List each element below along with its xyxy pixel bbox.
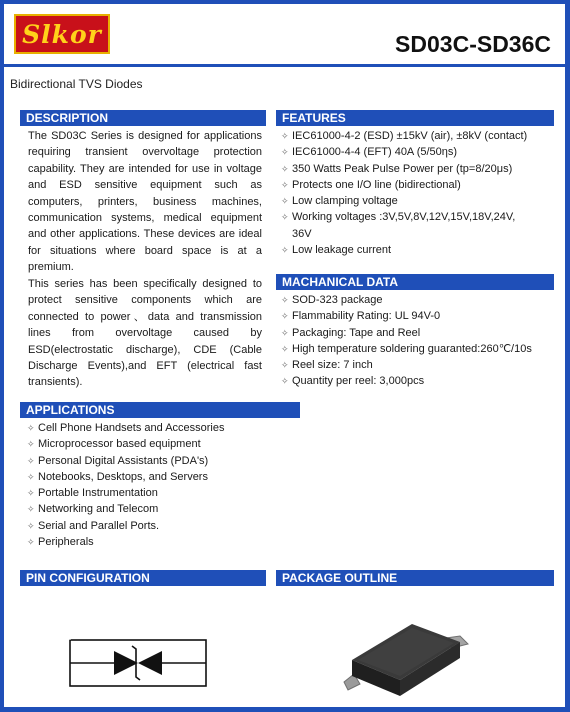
- bullet-icon: ✧: [27, 488, 35, 499]
- bullet-icon: ✧: [281, 147, 289, 158]
- list-item: ✧ Working voltages :3V,5V,8V,12V,15V,18V,24V,: [281, 209, 527, 225]
- bullet-icon: ✧: [27, 537, 35, 548]
- brand-logo: [14, 14, 110, 54]
- list-item: ✧ Cell Phone Handsets and Accessories: [27, 420, 225, 436]
- mechanical-data-heading: MACHANICAL DATA: [276, 274, 554, 290]
- brand-logo-text: Slkor: [22, 19, 102, 49]
- description-paragraph-1: The SD03C Series is designed for applications requiring transient overvoltage protection capability. They are intended for use in voltage and ESD sensitive equipment such as computers, printers, business machines, communication systems, medical equipment and other applications. These devices are ideal for situations where board space is at a premium.: [28, 130, 262, 274]
- list-item: ✧ Networking and Telecom: [27, 501, 225, 517]
- list-item: ✧ Serial and Parallel Ports.: [27, 518, 225, 534]
- list-item: ✧ IEC61000-4-2 (ESD) ±15kV (air), ±8kV (contact): [281, 128, 527, 144]
- applications-heading: APPLICATIONS: [20, 402, 300, 418]
- applications-list: [27, 420, 225, 550]
- list-item: ✧ Reel size: 7 inch: [281, 357, 532, 373]
- list-item: ✧ Flammability Rating: UL 94V-0: [281, 308, 532, 324]
- datasheet-page: [4, 4, 565, 707]
- list-item: ✧ Low leakage current: [281, 242, 527, 258]
- bullet-icon: ✧: [27, 439, 35, 450]
- list-item: ✧ SOD-323 package: [281, 292, 532, 308]
- bullet-icon: ✧: [281, 295, 289, 305]
- bullet-icon: ✧: [27, 504, 35, 515]
- bullet-icon: ✧: [27, 471, 35, 482]
- mechanical-data-list: [281, 292, 532, 390]
- bidirectional-tvs-diode-schematic-icon: [68, 632, 208, 694]
- description-heading: DESCRIPTION: [20, 110, 266, 126]
- package-outline-heading: PACKAGE OUTLINE: [276, 570, 554, 586]
- bullet-icon: ✧: [281, 131, 289, 141]
- list-item: ✧ Peripherals: [27, 534, 225, 550]
- list-item: ✧ Personal Digital Assistants (PDA's): [27, 453, 225, 469]
- list-item: ✧ Notebooks, Desktops, and Servers: [27, 469, 225, 485]
- bullet-icon: ✧: [27, 423, 35, 433]
- features-heading: FEATURES: [276, 110, 554, 126]
- header-divider: [4, 64, 565, 67]
- bullet-icon: ✧: [281, 360, 289, 371]
- header: [4, 4, 565, 68]
- bullet-icon: ✧: [281, 196, 289, 207]
- sod-323-package-image: [342, 612, 472, 704]
- list-item: ✧ High temperature soldering guaranted:260℃/10s: [281, 341, 532, 357]
- list-item: ✧ Packaging: Tape and Reel: [281, 325, 532, 341]
- bullet-icon: ✧: [281, 179, 289, 190]
- features-list: [281, 128, 527, 258]
- list-item: ✧ Protects one I/O line (bidirectional): [281, 177, 527, 193]
- list-item-continuation: 36V: [292, 227, 312, 240]
- list-item: ✧ Portable Instrumentation: [27, 485, 225, 501]
- bullet-icon: ✧: [27, 520, 35, 531]
- pin-configuration-heading: PIN CONFIGURATION: [20, 570, 266, 586]
- part-number-title: SD03C-SD36C: [395, 31, 551, 57]
- bullet-icon: ✧: [281, 163, 289, 174]
- bullet-icon: ✧: [281, 311, 289, 322]
- bullet-icon: ✧: [27, 455, 35, 466]
- list-item: ✧ Quantity per reel: 3,000pcs: [281, 373, 532, 389]
- product-subtitle: Bidirectional TVS Diodes: [10, 77, 143, 91]
- description-paragraph-2: This series has been specifically designed to protect sensitive components which are connected to power、data and transmission lines from overvoltage caused by ESD(electrostatic discharge), CDE (Cable Discharge Events),and EFT (electrical fast transients).: [28, 278, 262, 389]
- list-item: ✧ Low clamping voltage: [281, 193, 527, 209]
- list-item: ✧ 350 Watts Peak Pulse Power per (tp=8/20μs): [281, 161, 527, 177]
- bullet-icon: ✧: [281, 245, 289, 256]
- list-item: ✧ Microprocessor based equipment: [27, 436, 225, 452]
- bullet-icon: ✧: [281, 327, 289, 338]
- list-item: ✧ IEC61000-4-4 (EFT) 40A (5/50ηs): [281, 144, 527, 160]
- bullet-icon: ✧: [281, 376, 289, 387]
- bullet-icon: ✧: [281, 212, 289, 223]
- bullet-icon: ✧: [281, 343, 289, 354]
